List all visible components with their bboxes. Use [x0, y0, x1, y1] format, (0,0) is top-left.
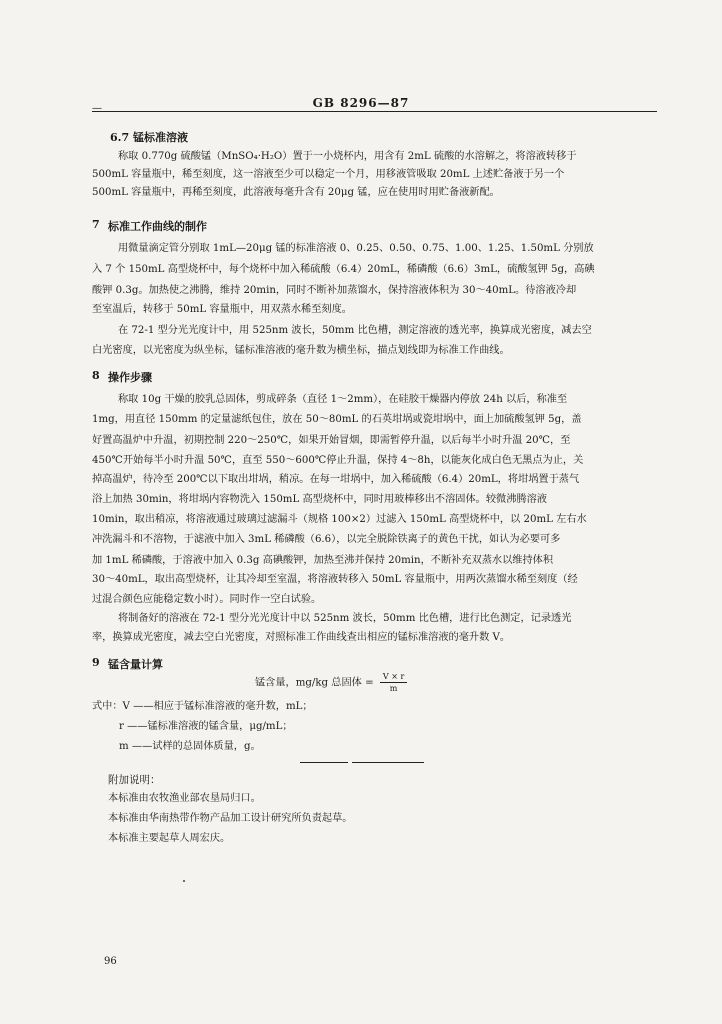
s67-line-3: 500mL 容量瓶中，再稀至刻度，此溶液每毫升含有 20μg 锰，应在使用时用贮备液新配。 [92, 187, 500, 198]
section-7-number: 7 [92, 218, 100, 231]
s7-line-3: 酸钾 0.3g。加热使之沸腾，维持 20min，同时不断补加蒸馏水，保持溶液体积为 30～40mL。待溶液冷却 [92, 285, 577, 296]
section-8-number: 8 [92, 369, 100, 382]
end-rule-right [352, 762, 424, 763]
s8-line-7: 10min，取出稍凉，将溶液通过玻璃过滤漏斗（规格 100×2）过滤入 150mL 高型烧杯中，以 20mL 左右水 [92, 514, 587, 525]
manganese-formula [255, 672, 407, 693]
end-rule-left [300, 762, 348, 763]
s8-line-2: 1mg，用直径 150mm 的定量滤纸包住，放在 50～80mL 的石英坩埚或瓷坩埚中，面上加硫酸氢钾 5g，盖 [92, 414, 582, 425]
appendix-line-2: 本标准由华南热带作物产品加工设计研究所负责起草。 [108, 813, 353, 824]
appendix-title: 附加说明： [108, 774, 161, 786]
section-8-title: 操作步骤 [108, 371, 152, 384]
section-6-7-title: 6.7 锰标准溶液 [110, 131, 188, 144]
s8-line-5: 掉高温炉，待冷至 200℃以下取出坩埚，稍凉。在每一坩埚中，加入稀硫酸（6.4）20mL，将坩埚置于蒸气 [92, 474, 580, 485]
s8-line-13: 率，换算成光密度，减去空白光密度，对照标准工作曲线查出相应的锰标准溶液的毫升数 V。 [92, 632, 511, 643]
s8-line-8: 冲洗漏斗和不溶物，于滤液中加入 3mL 稀磷酸（6.6），以完全脱除铁离子的黄色干扰，如认为必要可多 [92, 534, 561, 545]
s8-line-12: 将制备好的溶液在 72-1 型分光光度计中以 525nm 波长，50mm 比色槽，进行比色测定，记录透光 [118, 613, 572, 624]
formula-numerator: V × r [380, 672, 407, 683]
page-number: 96 [104, 956, 117, 967]
s8-line-9: 加 1mL 稀磷酸，于溶液中加入 0.3g 高碘酸钾，加热至沸并保持 20min，不断补充双蒸水以维持体积 [92, 555, 554, 566]
appendix-line-1: 本标准由农牧渔业部农垦局归口。 [108, 793, 261, 804]
s8-line-11: 过混合颜色应能稳定数小时）。同时作一空白试验。 [92, 594, 322, 605]
s7-line-4: 至室温后，转移于 50mL 容量瓶中，用双蒸水稀至刻度。 [92, 304, 352, 315]
s7-line-1: 用微量滴定管分别取 1mL—20μg 锰的标准溶液 0、0.25、0.50、0.75、1.00、1.25、1.50mL 分别放 [118, 243, 594, 254]
s8-line-1: 称取 10g 干燥的胶乳总固体，剪成碎条（直径 1～2mm），在硅胶干燥器内停放 24h 以后，称准至 [118, 394, 568, 405]
formula-def-m: m ——试样的总固体质量，g。 [119, 741, 261, 752]
formula-fraction [380, 672, 407, 693]
header-rule [92, 111, 657, 112]
s8-line-6: 浴上加热 30min，将坩埚内容物洗入 150mL 高型烧杯中，同时用玻棒移出不溶固体。较微沸腾溶液 [92, 494, 547, 505]
formula-def-v: 式中：V ——相应于锰标准溶液的毫升数，mL； [92, 701, 313, 712]
section-9-title: 锰含量计算 [108, 658, 163, 671]
s67-line-1: 称取 0.770g 硫酸锰（MnSO₄·H₂O）置于一小烧杯内，用含有 2mL 硫酸的水溶解之，将溶液转移于 [118, 151, 577, 162]
formula-def-r: r ——锰标准溶液的锰含量，μg/mL； [119, 721, 293, 732]
section-9-number: 9 [92, 656, 100, 669]
header-mark: — [92, 103, 102, 114]
s8-line-10: 30～40mL，取出高型烧杯，让其冷却至室温，将溶液转移入 50mL 容量瓶中，用两次蒸馏水稀至刻度（经 [92, 574, 578, 585]
s8-line-4: 450℃开始每半小时升温 50℃，直至 550～600℃停止升温，保持 4～8h，以能灰化成白色无黑点为止，关 [92, 455, 584, 466]
appendix-line-3: 本标准主要起草人周宏庆。 [108, 833, 231, 844]
scan-speck [183, 880, 185, 882]
s8-line-3: 好置高温炉中升温，初期控制 220～250℃，如果开始冒烟，即需暂停升温，以后每半小时升温 20℃，至 [92, 435, 571, 446]
s7-line-5: 在 72-1 型分光光度计中，用 525nm 波长，50mm 比色槽，测定溶液的透光率，换算成光密度，减去空 [118, 325, 592, 336]
formula-lhs: 锰含量，mg/kg 总固体 = [255, 677, 374, 689]
section-7-title: 标准工作曲线的制作 [108, 220, 207, 233]
s67-line-2: 500mL 容量瓶中，稀至刻度，这一溶液至少可以稳定一个月，用移液管吸取 20mL 上述贮备液于另一个 [92, 169, 565, 180]
formula-denominator: m [389, 684, 398, 693]
standard-code-header: GB 8296—87 [312, 96, 410, 110]
s7-line-2: 入 7 个 150mL 高型烧杯中，每个烧杯中加入稀硫酸（6.4）20mL，稀磷酸（6.6）3mL，硫酸氢钾 5g，高碘 [92, 264, 595, 275]
s7-line-6: 白光密度，以光密度为纵坐标，锰标准溶液的毫升数为横坐标，描点划线即为标准工作曲线。 [92, 345, 510, 356]
